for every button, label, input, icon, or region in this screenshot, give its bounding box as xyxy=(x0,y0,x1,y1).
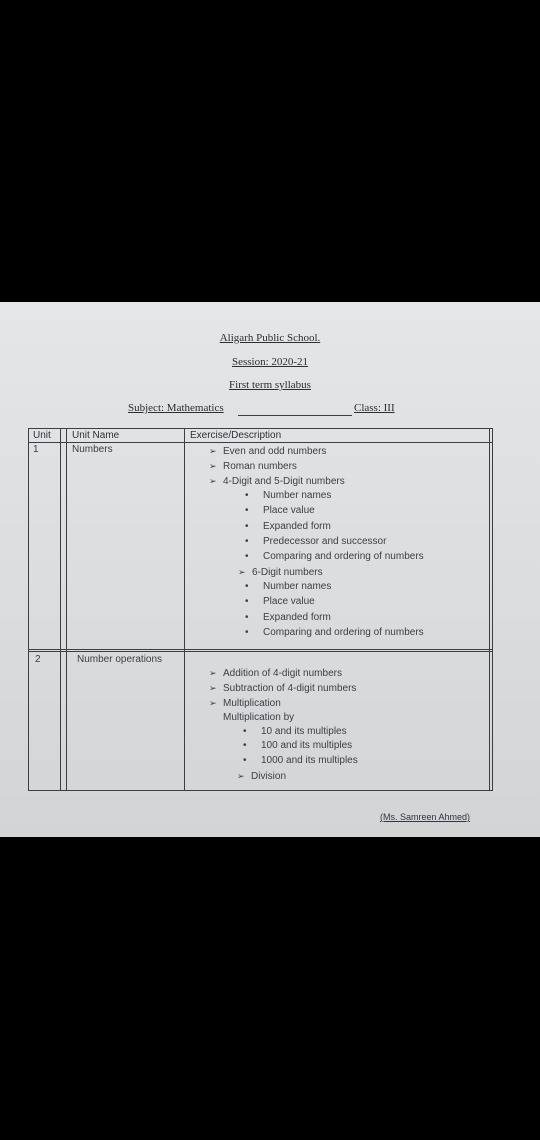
list-item xyxy=(243,740,352,752)
list-item-text: Comparing and ordering of numbers xyxy=(263,551,424,562)
list-item xyxy=(245,490,331,502)
subject-underline xyxy=(238,415,352,416)
row-1-unit: 1 xyxy=(33,444,39,455)
list-item-text: Subtraction of 4-digit numbers xyxy=(223,683,357,694)
list-item-text: Expanded form xyxy=(263,612,331,623)
list-item-text: Number names xyxy=(263,581,332,592)
arrow-bullet-icon: ➢ xyxy=(209,461,217,471)
row-2-unit: 2 xyxy=(35,654,41,665)
list-item-text: Multiplication xyxy=(223,698,281,709)
list-item xyxy=(245,627,424,639)
column-header-unit: Unit xyxy=(33,430,51,441)
column-divider-1 xyxy=(60,429,61,790)
list-item-text: Place value xyxy=(263,596,315,607)
list-item-text: Multiplication by xyxy=(223,712,295,723)
session-line xyxy=(0,356,540,368)
arrow-bullet-icon: ➢ xyxy=(209,668,217,678)
list-item xyxy=(209,667,342,680)
term-text: First term syllabus xyxy=(229,379,311,391)
column-divider-2 xyxy=(184,429,185,790)
list-item xyxy=(245,505,315,517)
list-item-text: Number names xyxy=(263,490,332,501)
dot-bullet-icon: • xyxy=(245,490,249,501)
list-item-text: Comparing and ordering of numbers xyxy=(263,627,424,638)
dot-bullet-icon: • xyxy=(245,551,249,562)
row-divider xyxy=(29,649,492,652)
list-item xyxy=(245,581,331,593)
list-item xyxy=(209,697,281,710)
list-item xyxy=(245,521,331,533)
list-item-text: Addition of 4-digit numbers xyxy=(223,668,342,679)
list-item xyxy=(243,755,358,767)
column-divider-3 xyxy=(489,429,490,790)
dot-bullet-icon: • xyxy=(245,596,249,607)
list-item-text: Predecessor and successor xyxy=(263,536,387,547)
list-item xyxy=(209,445,326,458)
list-item xyxy=(223,712,294,724)
dot-bullet-icon: • xyxy=(245,536,249,547)
arrow-bullet-icon: ➢ xyxy=(209,446,217,456)
column-header-exercise: Exercise/Description xyxy=(190,430,282,441)
arrow-bullet-icon: ➢ xyxy=(209,683,217,693)
signature-name: (Ms. Samreen Ahmed) xyxy=(380,812,471,822)
dot-bullet-icon: • xyxy=(243,726,247,737)
dot-bullet-icon: • xyxy=(245,505,249,516)
column-divider-1b xyxy=(66,429,67,790)
dot-bullet-icon: • xyxy=(243,755,247,766)
list-item xyxy=(209,682,356,695)
list-item xyxy=(209,475,345,488)
column-header-unit-name: Unit Name xyxy=(72,430,120,441)
row-1-unit-name: Numbers xyxy=(72,444,113,455)
school-name xyxy=(0,332,540,344)
list-item-text: 100 and its multiples xyxy=(261,740,353,751)
list-item xyxy=(245,596,315,608)
arrow-bullet-icon: ➢ xyxy=(237,771,245,781)
arrow-bullet-icon: ➢ xyxy=(209,476,217,486)
syllabus-document xyxy=(0,302,540,837)
list-item xyxy=(245,551,424,563)
session-text: Session: 2020-21 xyxy=(231,356,309,368)
list-item-text: Even and odd numbers xyxy=(223,446,327,457)
list-item-text: Place value xyxy=(263,505,315,516)
signature xyxy=(380,812,470,822)
class-label: Class: III xyxy=(354,402,395,414)
list-item-text: Division xyxy=(251,771,287,782)
row-2-unit-name: Number operations xyxy=(77,654,163,665)
list-item-text: Expanded form xyxy=(263,521,331,532)
school-name-text: Aligarh Public School. xyxy=(219,332,321,344)
term-title xyxy=(0,379,540,391)
dot-bullet-icon: • xyxy=(245,581,249,592)
dot-bullet-icon: • xyxy=(245,612,249,623)
list-item-text: 4-Digit and 5-Digit numbers xyxy=(223,476,345,487)
dot-bullet-icon: • xyxy=(245,627,249,638)
list-item-text: 10 and its multiples xyxy=(261,726,347,737)
list-item xyxy=(245,536,386,548)
list-item xyxy=(243,726,347,738)
list-item-text: 6-Digit numbers xyxy=(252,567,323,578)
arrow-bullet-icon: ➢ xyxy=(209,698,217,708)
header-row-divider xyxy=(29,442,492,443)
list-item-text: 1000 and its multiples xyxy=(261,755,358,766)
dot-bullet-icon: • xyxy=(243,740,247,751)
arrow-bullet-icon: ➢ xyxy=(238,567,246,577)
subject-label: Subject: Mathematics xyxy=(128,402,224,414)
list-item xyxy=(238,566,323,579)
list-item xyxy=(209,460,297,473)
dot-bullet-icon: • xyxy=(245,521,249,532)
list-item xyxy=(237,770,286,783)
list-item-text: Roman numbers xyxy=(223,461,297,472)
syllabus-table xyxy=(28,428,493,791)
list-item xyxy=(245,612,331,624)
